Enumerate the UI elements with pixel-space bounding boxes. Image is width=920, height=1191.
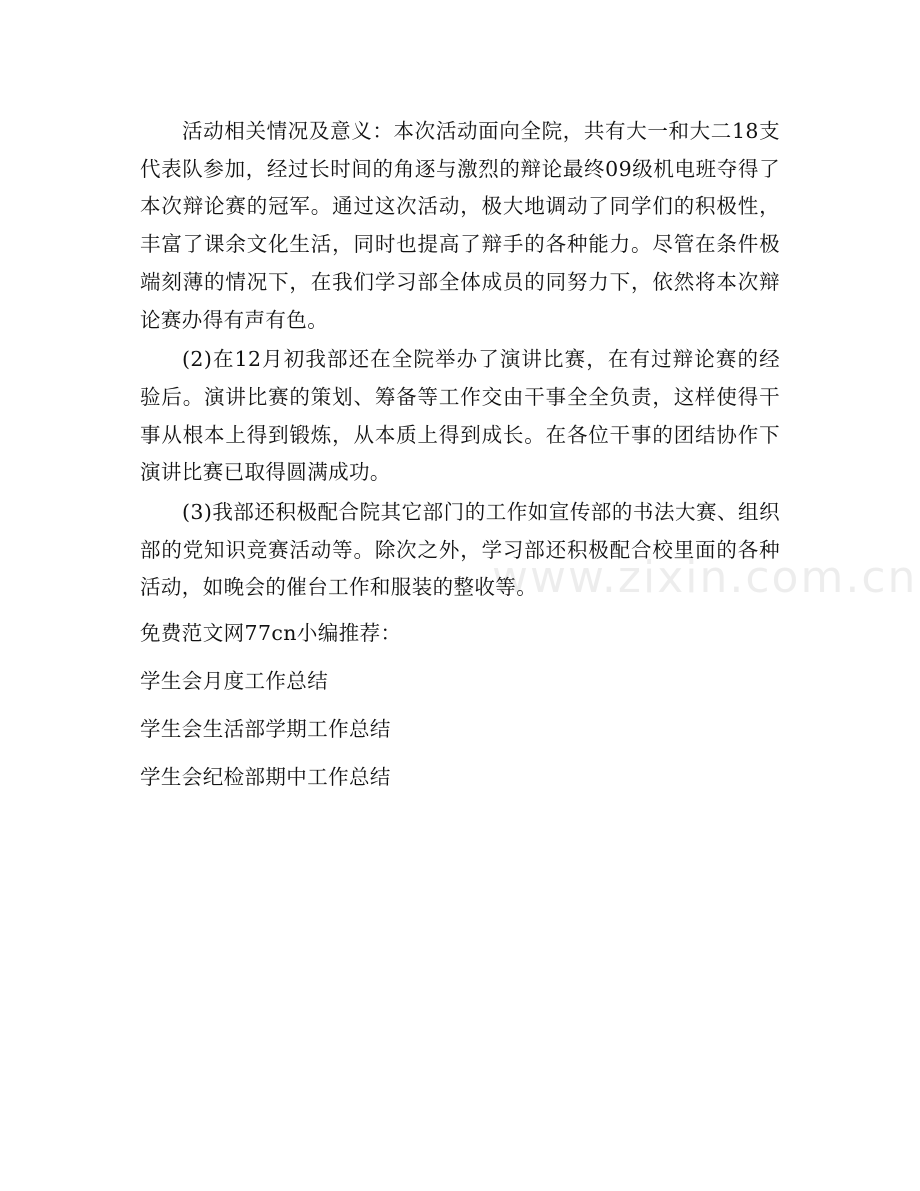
watermark-text: www.zixin.com.cn xyxy=(492,552,918,603)
paragraph-speech-contest: (2)在12月初我部还在全院举办了演讲比赛，在有过辩论赛的经验后。演讲比赛的策划、筹备等工作交由干事全全负责，这样使得干事从根本上得到锻炼，从本质上得到成长。在各位干事的团结协作下演讲比赛已取得圆满成功。 xyxy=(140,347,780,485)
recommend-link-discipline-department-summary[interactable]: 学生会纪检部期中工作总结 xyxy=(140,765,391,790)
paragraph-activity-significance: 活动相关情况及意义：本次活动面向全院，共有大一和大二18支代表队参加，经过长时间的角逐与激烈的辩论最终09级机电班夺得了本次辩论赛的冠军。通过这次活动，极大地调动了同学们的积极性，丰富了课余文化生活，同时也提高了辩手的各种能力。尽管在条件极端刻薄的情况下，在我们学习部全体成员的同努力下，依然将本次辩论赛办得有声有色。 xyxy=(140,119,780,332)
paragraph-cooperation: (3)我部还积极配合院其它部门的工作如宣传部的书法大赛、组织部的党知识竞赛活动等。除次之外，学习部还积极配合校里面的各种活动，如晚会的催台工作和服装的整收等。 xyxy=(140,500,780,600)
document-body xyxy=(140,113,780,801)
recommend-link-life-department-summary[interactable]: 学生会生活部学期工作总结 xyxy=(140,717,391,742)
recommend-intro: 免费范文网77cn小编推荐： xyxy=(140,621,402,646)
recommend-link-monthly-summary[interactable]: 学生会月度工作总结 xyxy=(140,669,329,694)
recommend-list xyxy=(140,657,780,801)
